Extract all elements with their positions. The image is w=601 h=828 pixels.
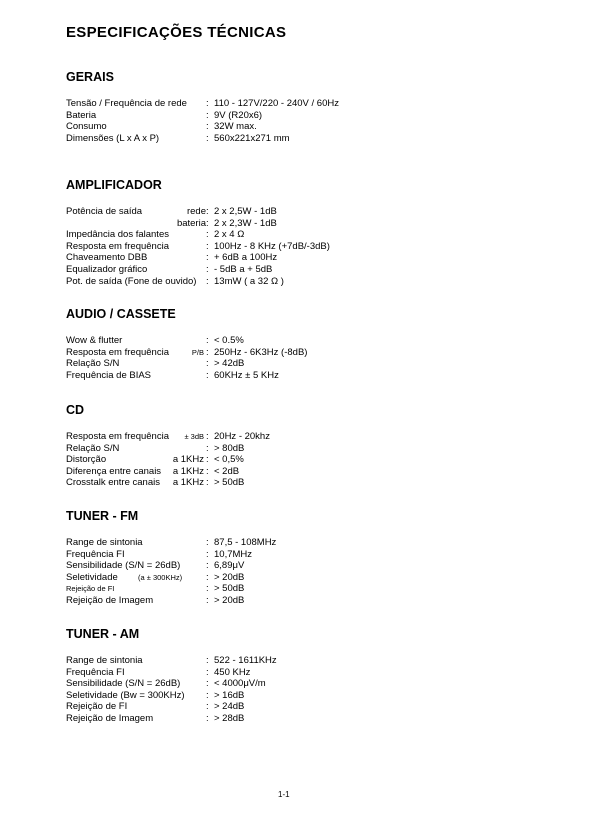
spec-value: > 20dB xyxy=(214,571,245,583)
spec-label: Potência de saída xyxy=(66,206,143,217)
spec-value: > 24dB xyxy=(214,701,245,713)
page-number: 1-1 xyxy=(278,790,290,799)
spec-row: Consumo : 32W max. xyxy=(66,121,257,133)
spec-value: 13mW ( a 32 Ω ) xyxy=(214,275,284,287)
spec-value: > 16dB xyxy=(214,689,245,701)
spec-label: Rejeição de Imagem xyxy=(66,594,154,606)
spec-value: - 5dB a + 5dB xyxy=(214,263,273,275)
spec-label: Rejeição de Imagem xyxy=(66,712,154,724)
spec-value: > 50dB xyxy=(214,477,245,489)
spec-row: Range de sintonia : 522 - 1611KHz xyxy=(66,655,277,666)
spec-value: + 6dB a 100Hz xyxy=(214,252,278,264)
spec-row: Relação S/N : > 42dB xyxy=(66,358,245,370)
spec-label: Seletividade xyxy=(66,571,118,583)
section-amplificador xyxy=(66,178,566,287)
spec-row: Resposta em frequência P/B : 250Hz - 6K3Hz (-8dB) xyxy=(66,346,308,358)
spec-row: Seletividade (a ± 300KHz) : > 20dB xyxy=(66,571,245,583)
spec-row: Chaveamento DBB : + 6dB a 100Hz xyxy=(66,252,278,264)
spec-value: 20Hz - 20khz xyxy=(214,431,270,442)
spec-value: > 80dB xyxy=(214,442,245,454)
spec-value: 32W max. xyxy=(214,121,257,133)
spec-qualifier: bateria xyxy=(176,217,206,229)
spec-row: Sensibilidade (S/N = 26dB) : < 4000μV/m xyxy=(66,678,266,690)
spec-row: Relação S/N : > 80dB xyxy=(66,442,245,454)
spec-row: Rejeição de Imagem : > 20dB xyxy=(66,594,245,606)
spec-row: Pot. de saída (Fone de ouvido) : 13mW ( a 32 Ω ) xyxy=(66,275,284,287)
spec-value: < 4000μV/m xyxy=(214,678,266,690)
section-heading: AUDIO / CASSETE xyxy=(66,307,176,321)
spec-label: Frequência FI xyxy=(66,548,125,560)
spec-value: 110 - 127V/220 - 240V / 60Hz xyxy=(214,98,339,109)
spec-row: Distorção a 1KHz : < 0,5% xyxy=(66,454,244,466)
spec-value: 2 x 2,5W - 1dB xyxy=(214,206,277,217)
spec-qualifier: a 1KHz xyxy=(172,465,204,477)
spec-qualifier: P/B xyxy=(191,347,204,357)
spec-row: Frequência FI : 450 KHz xyxy=(66,666,251,678)
spec-value: 100Hz - 8 KHz (+7dB/-3dB) xyxy=(214,240,330,252)
spec-row: Range de sintonia : 87,5 - 108MHz xyxy=(66,537,277,548)
spec-label: Frequência FI xyxy=(66,666,125,678)
section-tuner-fm xyxy=(66,509,566,607)
section-cd xyxy=(66,403,566,489)
spec-qualifier: a 1KHz xyxy=(172,454,204,466)
spec-label: Chaveamento DBB xyxy=(66,252,148,264)
spec-row: Rejeição de Imagem : > 28dB xyxy=(66,712,245,724)
spec-label: Frequência de BIAS xyxy=(66,369,152,381)
spec-value: 9V (R20x6) xyxy=(214,109,263,121)
spec-value: < 2dB xyxy=(214,465,240,477)
spec-row: bateria : 2 x 2,3W - 1dB xyxy=(176,217,277,229)
section-audio-cassete xyxy=(66,307,566,381)
section-gerais xyxy=(66,70,566,144)
spec-label: Equalizador gráfico xyxy=(66,263,148,275)
spec-row: Diferença entre canais a 1KHz : < 2dB xyxy=(66,465,240,477)
spec-label: Range de sintonia xyxy=(66,655,143,666)
spec-row: Impedância dos falantes : 2 x 4 Ω xyxy=(66,229,245,241)
spec-label: Diferença entre canais xyxy=(66,465,162,477)
spec-value: 450 KHz xyxy=(214,666,251,678)
spec-qualifier: (a ± 300KHz) xyxy=(138,572,183,582)
spec-value: 250Hz - 6K3Hz (-8dB) xyxy=(214,346,308,358)
spec-value: 60KHz ± 5 KHz xyxy=(214,369,279,381)
spec-row: Equalizador gráfico : - 5dB a + 5dB xyxy=(66,263,273,275)
spec-label: Crosstalk entre canais xyxy=(66,477,160,489)
page-title: ESPECIFICAÇÕES TÉCNICAS xyxy=(66,24,287,41)
spec-qualifier: rede xyxy=(186,206,206,217)
spec-label: Sensibilidade (S/N = 26dB) xyxy=(66,678,181,690)
spec-row: Resposta em frequência : 100Hz - 8 KHz (+7dB/-3dB) xyxy=(66,240,330,252)
section-heading: CD xyxy=(66,403,85,417)
spec-value: > 50dB xyxy=(214,583,245,595)
section-tuner-am xyxy=(66,627,566,725)
spec-value: 10,7MHz xyxy=(214,548,253,560)
spec-label: Pot. de saída (Fone de ouvido) xyxy=(66,275,197,287)
section-heading: GERAIS xyxy=(66,70,114,84)
spec-row: Crosstalk entre canais a 1KHz : > 50dB xyxy=(66,477,245,489)
spec-row: Tensão / Frequência de rede : 110 - 127V/220 - 240V / 60Hz xyxy=(66,98,339,109)
spec-label: Wow & flutter xyxy=(66,335,123,346)
spec-row: Potência de saída rede : 2 x 2,5W - 1dB xyxy=(66,206,277,217)
spec-value: < 0.5% xyxy=(214,335,244,346)
spec-value: 560x221x271 mm xyxy=(214,132,290,144)
spec-label: Rejeição de FI xyxy=(66,701,128,713)
spec-value: > 28dB xyxy=(214,712,245,724)
spec-value: > 20dB xyxy=(214,594,245,606)
spec-label: Resposta em frequência xyxy=(66,431,169,442)
spec-label: Distorção xyxy=(66,454,107,466)
spec-value: 6,89μV xyxy=(214,560,245,572)
spec-label: Relação S/N xyxy=(66,358,120,370)
spec-row: Resposta em frequência ± 3dB : 20Hz - 20khz xyxy=(66,431,270,442)
spec-label: Range de sintonia xyxy=(66,537,143,548)
spec-row: Bateria : 9V (R20x6) xyxy=(66,109,263,121)
spec-label: Tensão / Frequência de rede xyxy=(66,98,187,109)
spec-row: Rejeição de FI : > 24dB xyxy=(66,701,245,713)
spec-row: Seletividade (Bw = 300KHz) : > 16dB xyxy=(66,689,245,701)
spec-label: Dimensões (L x A x P) xyxy=(66,132,160,144)
spec-label: Impedância dos falantes xyxy=(66,229,169,241)
spec-value: < 0,5% xyxy=(214,454,244,466)
spec-row: Dimensões (L x A x P) : 560x221x271 mm xyxy=(66,132,290,144)
spec-qualifier: a 1KHz xyxy=(172,477,204,489)
spec-qualifier: ± 3dB xyxy=(184,432,204,441)
spec-row: Frequência FI : 10,7MHz xyxy=(66,548,253,560)
section-heading: TUNER - FM xyxy=(66,509,139,523)
spec-value: 2 x 2,3W - 1dB xyxy=(214,217,277,229)
spec-label: Bateria xyxy=(66,109,97,121)
spec-value: 2 x 4 Ω xyxy=(214,229,245,241)
section-heading: AMPLIFICADOR xyxy=(66,178,162,192)
section-heading: TUNER - AM xyxy=(66,627,140,641)
spec-row: Rejeição de FI : > 50dB xyxy=(66,583,245,595)
spec-value: > 42dB xyxy=(214,358,245,370)
spec-row: Frequência de BIAS : 60KHz ± 5 KHz xyxy=(66,369,279,381)
spec-label: Consumo xyxy=(66,121,107,133)
spec-row: Wow & flutter : < 0.5% xyxy=(66,335,244,346)
spec-label: Rejeição de FI xyxy=(66,584,115,594)
spec-value: 87,5 - 108MHz xyxy=(214,537,277,548)
spec-label: Seletividade (Bw = 300KHz) xyxy=(66,689,185,701)
spec-label: Resposta em frequência xyxy=(66,346,169,358)
spec-label: Relação S/N xyxy=(66,442,120,454)
spec-label: Resposta em frequência xyxy=(66,240,169,252)
spec-label: Sensibilidade (S/N = 26dB) xyxy=(66,560,181,572)
spec-value: 522 - 1611KHz xyxy=(214,655,277,666)
spec-row: Sensibilidade (S/N = 26dB) : 6,89μV xyxy=(66,560,245,572)
